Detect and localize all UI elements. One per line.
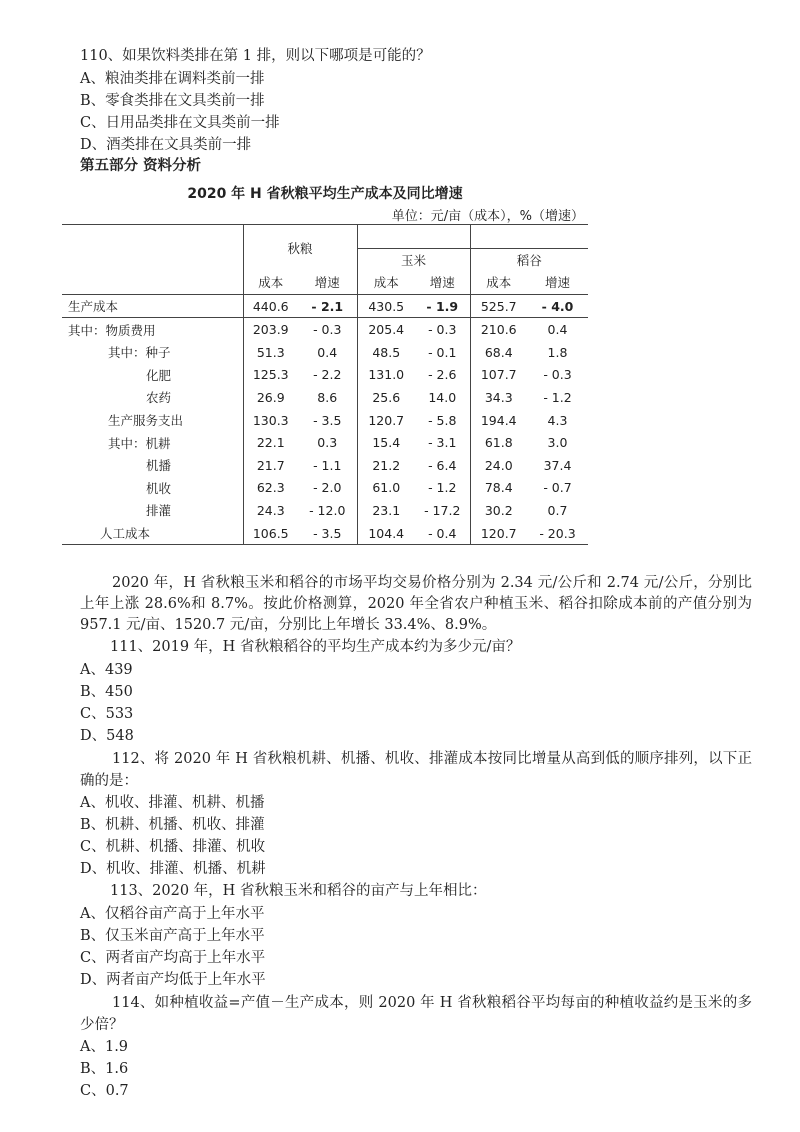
table-row [62, 294, 588, 318]
row-label: 人工成本 [62, 522, 243, 545]
q111-option-c: C、533 [80, 706, 134, 722]
cell: - 1.2 [428, 480, 457, 496]
cell: - 2.1 [298, 294, 357, 318]
cell: 210.6 [470, 318, 527, 341]
q113-option-c: C、两者亩产均高于上年水平 [80, 950, 266, 966]
table-row [62, 454, 588, 477]
cell: 205.4 [357, 318, 415, 341]
row-label: 排灌 [146, 503, 172, 519]
q114-option-c: C、0.7 [80, 1083, 129, 1099]
cell: - 0.3 [428, 322, 457, 338]
cell: 15.4 [357, 431, 415, 454]
cell: 23.1 [357, 499, 415, 522]
group-header-yumi-label: 玉米 [357, 248, 470, 271]
cell: 203.9 [243, 318, 298, 341]
cell: - 3.5 [313, 412, 342, 428]
cell: - 3.1 [428, 435, 457, 451]
q111-stem: 111、2019 年，H 省秋粮稻谷的平均生产成本约为多少元/亩？ [110, 639, 521, 655]
cell: - 5.8 [428, 412, 457, 428]
q113-option-a: A、仅稻谷亩产高于上年水平 [80, 906, 265, 922]
group-header-daogu-label: 稻谷 [470, 248, 588, 271]
q113-stem: 113、2020 年，H 省秋粮玉米和稻谷的亩产与上年相比： [110, 883, 487, 899]
cell: 525.7 [470, 294, 527, 318]
cell: 125.3 [243, 364, 298, 387]
q110-option-c: C、日用品类排在文具类前一排 [80, 115, 280, 131]
cell: 48.5 [357, 341, 415, 364]
table-unit: 单位：元/亩（成本），%（增速） [391, 209, 584, 224]
q114-stem: 114、如种植收益=产值－生产成本，则 2020 年 H 省秋粮稻谷平均每亩的种植收益约是玉米的多少倍？ [80, 995, 752, 1033]
cell: 0.7 [547, 502, 568, 518]
q110-option-b: B、零食类排在文具类前一排 [80, 93, 265, 109]
cell: 78.4 [470, 477, 527, 500]
cell: 120.7 [470, 522, 527, 545]
cell: 14.0 [428, 389, 457, 405]
cell: 106.5 [243, 522, 298, 545]
row-label: 其中：物质费用 [68, 322, 156, 338]
cell: 120.7 [357, 409, 415, 432]
row-label: 生产成本 [62, 294, 243, 318]
q112-option-a: A、机收、排灌、机耕、机播 [80, 795, 265, 811]
cell: 104.4 [357, 522, 415, 545]
q113-option-d: D、两者亩产均低于上年水平 [80, 972, 266, 988]
group-header-qiuliang: 秋粮 [243, 225, 357, 272]
subheader-growth: 增速 [298, 271, 357, 294]
table-row [62, 499, 588, 522]
cell: - 17.2 [424, 502, 461, 518]
cell: - 0.1 [428, 344, 457, 360]
table-title: 2020 年 H 省秋粮平均生产成本及同比增速 [187, 186, 463, 202]
cell: 0.4 [317, 344, 338, 360]
q112-option-c: C、机耕、机播、排灌、机收 [80, 839, 266, 855]
cell: - 3.5 [298, 522, 357, 545]
cell: 21.2 [357, 454, 415, 477]
q110-stem: 110、如果饮料类排在第 1 排，则以下哪项是可能的？ [80, 48, 431, 64]
subheader-cost: 成本 [243, 271, 298, 294]
cell: - 6.4 [428, 457, 457, 473]
subheader-cost: 成本 [357, 271, 415, 294]
cell: 22.1 [243, 431, 298, 454]
q111-option-b: B、450 [80, 684, 133, 700]
row-label: 其中：机耕 [108, 435, 171, 451]
table-row [62, 386, 588, 409]
row-label: 其中：种子 [108, 345, 171, 361]
cell: 62.3 [243, 477, 298, 500]
q112-option-d: D、机收、排灌、机播、机耕 [80, 861, 266, 877]
table-row [62, 477, 588, 500]
cell: - 12.0 [309, 502, 346, 518]
q114-option-b: B、1.6 [80, 1061, 129, 1077]
cell: - 2.0 [313, 480, 342, 496]
cell: 3.0 [547, 435, 568, 451]
cell: 68.4 [470, 341, 527, 364]
cell: 61.0 [357, 477, 415, 500]
table-row [62, 522, 588, 545]
cell: 194.4 [470, 409, 527, 432]
row-label: 机播 [146, 458, 172, 474]
material-paragraph: 2020 年，H 省秋粮玉米和稻谷的市场平均交易价格分别为 2.34 元/公斤和 2.74 元/公斤，分别比上年上涨 28.6%和 8.7%。按此价格测算，2020 年全省农户种植玉米、稻谷扣除成本前的产值分别为 957.1 元/亩、1520.7 元/亩，分别比上年增长 33.4%、8.9%。 [80, 575, 752, 633]
cell: 34.3 [470, 386, 527, 409]
header-blank [62, 225, 243, 272]
cell: 130.3 [243, 409, 298, 432]
group-header-daogu [470, 225, 588, 249]
cell: - 4.0 [527, 294, 588, 318]
cell: - 1.2 [543, 389, 572, 405]
cell: - 2.2 [313, 367, 342, 383]
cell: - 2.6 [428, 367, 457, 383]
cell: 30.2 [470, 499, 527, 522]
subheader-growth: 增速 [527, 271, 588, 294]
row-label: 农药 [146, 390, 172, 406]
cell: 21.7 [243, 454, 298, 477]
q112-stem: 112、将 2020 年 H 省秋粮机耕、机播、机收、排灌成本按同比增量从高到低的顺序排列，以下正确的是： [80, 751, 752, 789]
cell: - 0.3 [313, 322, 342, 338]
cell: 0.4 [547, 322, 568, 338]
section-title: 第五部分 资料分析 [80, 158, 202, 174]
cell: 25.6 [357, 386, 415, 409]
cell: 4.3 [547, 412, 568, 428]
table-row [62, 364, 588, 387]
table-row [62, 431, 588, 454]
q111-option-d: D、548 [80, 728, 134, 744]
cost-table [62, 224, 588, 545]
subheader-growth: 增速 [415, 271, 470, 294]
table-row [62, 409, 588, 432]
table-row [62, 318, 588, 341]
q110-option-a: A、粮油类排在调料类前一排 [80, 71, 265, 87]
cell: 440.6 [243, 294, 298, 318]
cell: 0.3 [317, 435, 338, 451]
row-label: 生产服务支出 [108, 413, 184, 429]
cell: 37.4 [543, 457, 572, 473]
cell: 61.8 [470, 431, 527, 454]
cell: - 20.3 [527, 522, 588, 545]
cell: - 0.4 [415, 522, 470, 545]
q110-option-d: D、酒类排在文具类前一排 [80, 137, 252, 153]
subheader-blank [62, 271, 243, 294]
subheader-cost: 成本 [470, 271, 527, 294]
table-row [62, 341, 588, 364]
cell: - 0.7 [543, 480, 572, 496]
q114-option-a: A、1.9 [80, 1039, 129, 1055]
q111-option-a: A、439 [80, 662, 133, 678]
q113-option-b: B、仅玉米亩产高于上年水平 [80, 928, 265, 944]
cell: 8.6 [317, 389, 338, 405]
row-label: 化肥 [146, 367, 172, 383]
cell: 26.9 [243, 386, 298, 409]
cell: 51.3 [243, 341, 298, 364]
cell: 1.8 [547, 344, 568, 360]
group-header-yumi [357, 225, 470, 249]
cell: 107.7 [470, 364, 527, 387]
cell: - 1.1 [313, 457, 342, 473]
cell: 430.5 [357, 294, 415, 318]
cell: 24.0 [470, 454, 527, 477]
cell: 131.0 [357, 364, 415, 387]
q112-option-b: B、机耕、机播、机收、排灌 [80, 817, 265, 833]
cell: - 1.9 [415, 294, 470, 318]
cell: - 0.3 [543, 367, 572, 383]
cell: 24.3 [243, 499, 298, 522]
row-label: 机收 [146, 480, 172, 496]
